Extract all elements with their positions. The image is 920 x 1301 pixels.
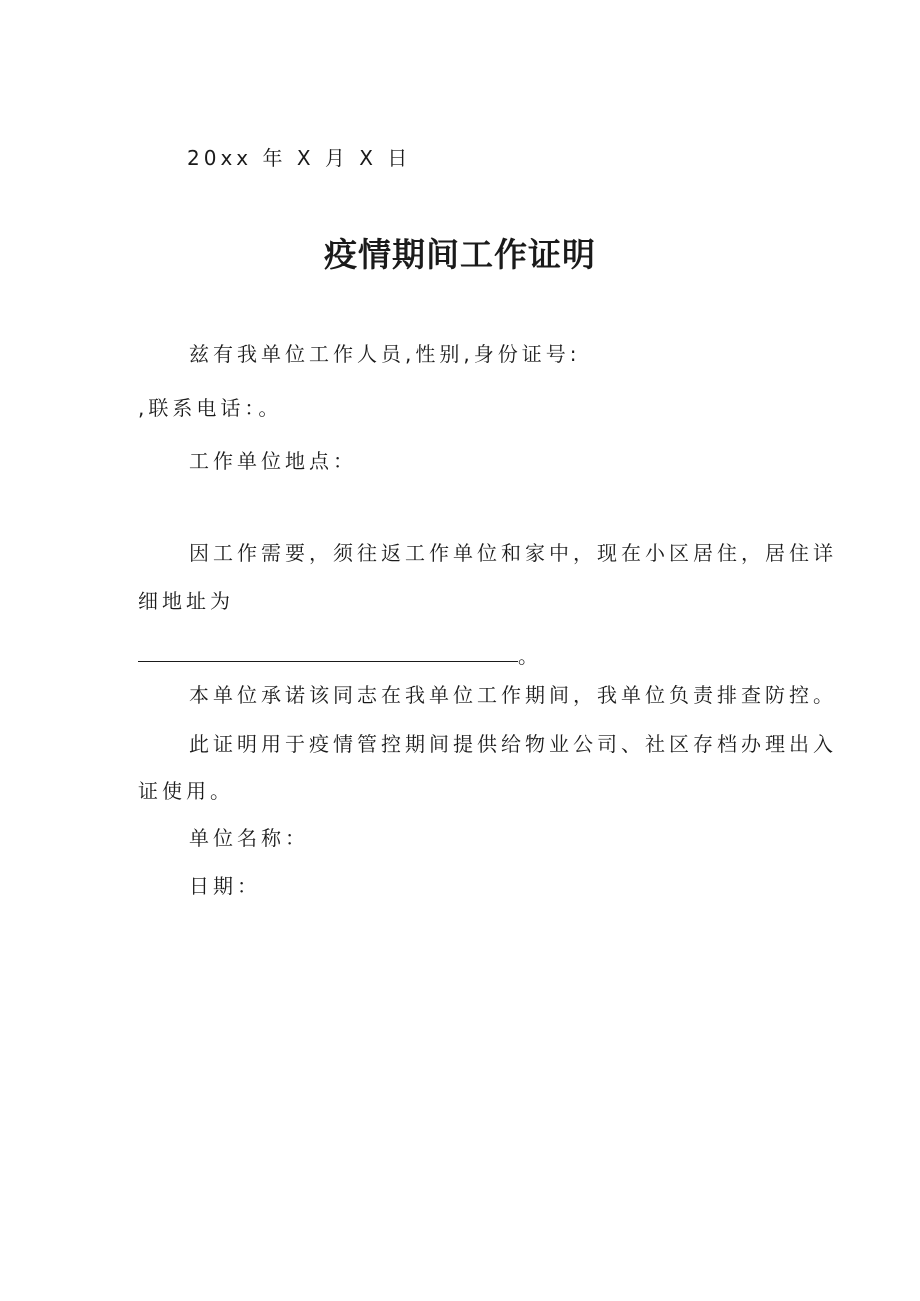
date-header: 20xx 年 X 月 X 日 bbox=[187, 146, 412, 170]
unit-name-label: 单位名称： bbox=[189, 826, 309, 850]
work-location-label: 工作单位地点： bbox=[189, 449, 357, 473]
purpose-line-2: 证使用。 bbox=[138, 779, 234, 803]
intro-line-1: 兹有我单位工作人员,性别,身份证号: bbox=[189, 342, 581, 366]
residence-line-2: 细地址为 bbox=[138, 589, 234, 613]
date-label: 日期： bbox=[189, 874, 261, 898]
address-end-mark: 。 bbox=[518, 644, 542, 668]
residence-line-1: 因工作需要，须往返工作单位和家中，现在小区居住，居住详 bbox=[189, 541, 837, 565]
address-blank-line bbox=[138, 661, 518, 662]
document-title: 疫情期间工作证明 bbox=[324, 235, 596, 274]
intro-line-2: ,联系电话：。 bbox=[138, 396, 283, 420]
commitment-paragraph: 本单位承诺该同志在我单位工作期间，我单位负责排查防控。 bbox=[189, 683, 837, 707]
purpose-line-1: 此证明用于疫情管控期间提供给物业公司、社区存档办理出入 bbox=[189, 732, 837, 756]
